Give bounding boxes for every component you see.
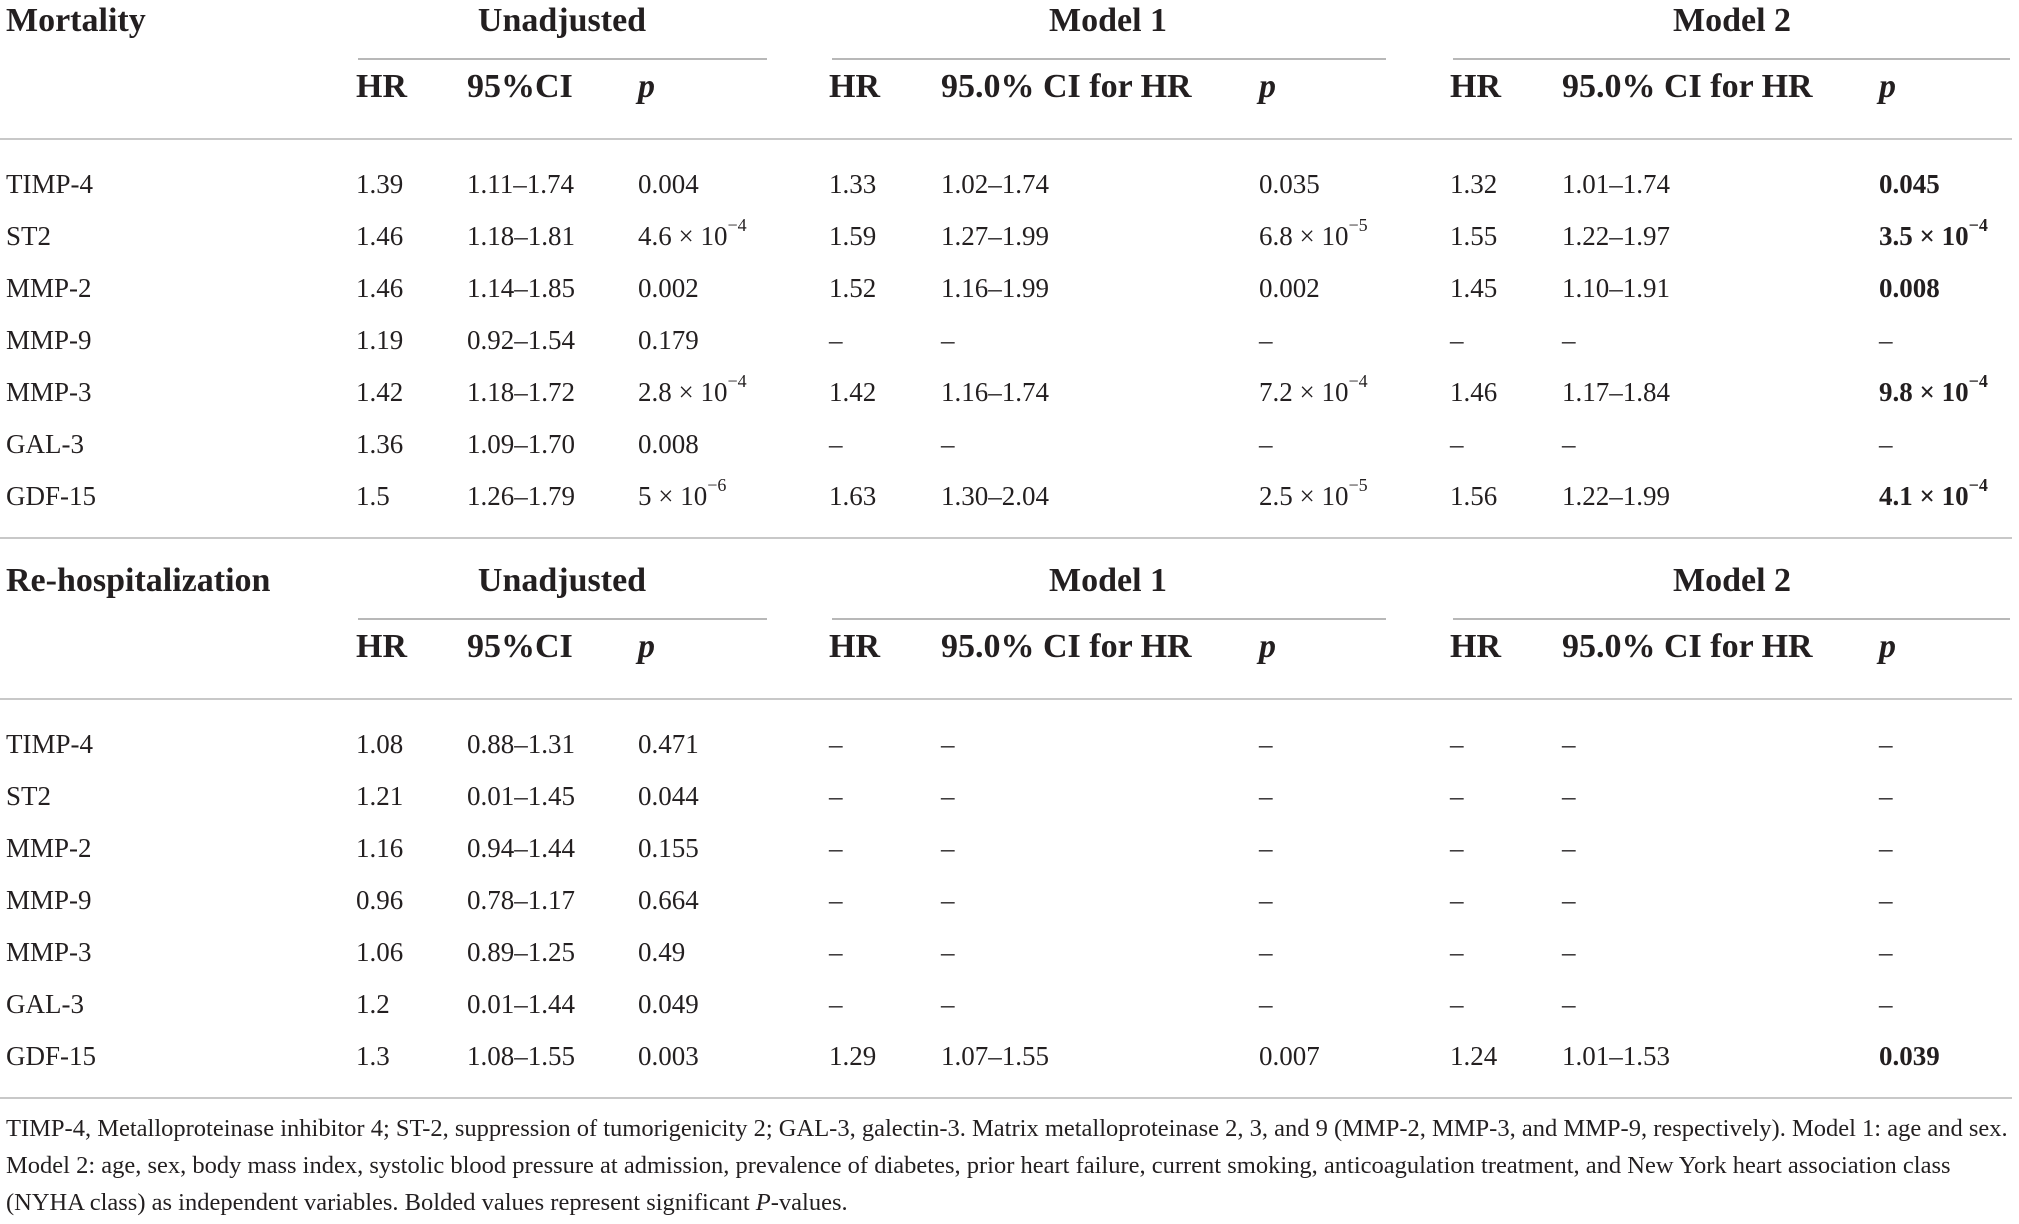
table-cell: 1.18–1.72 (467, 377, 575, 407)
table-cell: – (829, 729, 843, 759)
table-cell: – (941, 989, 955, 1019)
group-header: Model 1 (1048, 562, 1168, 599)
table-cell: 1.11–1.74 (467, 169, 574, 199)
table-cell: – (1879, 729, 1893, 759)
table-cell: 1.46 (1450, 377, 1498, 407)
group-header: Model 2 (1672, 562, 1792, 599)
table-cell: – (941, 885, 955, 915)
table-cell: 1.55 (1450, 221, 1498, 251)
table-cell: 0.045 (1879, 169, 1940, 199)
section-title: Re-hospitalization (6, 562, 271, 599)
column-header: HR (1450, 628, 1501, 665)
group-header: Unadjusted (477, 2, 647, 39)
group-rule (1453, 58, 2010, 60)
table-cell: – (829, 937, 843, 967)
table-cell: – (1259, 729, 1273, 759)
table-cell: 1.06 (356, 937, 404, 967)
table-cell: $2.8 \times 10^{-4}$ (638, 371, 747, 407)
table-cell: $5 \times 10^{-6}$ (638, 475, 727, 511)
table-cell: – (1562, 325, 1576, 355)
table-footnote: TIMP-4, Metalloproteinase inhibitor 4; ST-2, suppression of tumorigenicity 2; GAL-3, galectin-3. Matrix metalloproteinase 2, 3, and 9 (MMP-2, MMP-3, and MMP-9, respectively). Model 1: age and sex. Model 2: age, sex, body mass index, systolic blood pressure at admission, prevalence of diabetes, prior heart failure, current smoking, anticoagulation treatment, and New York heart association class (NYHA class) as independent variables. Bolded values represent significant P-values. (6, 1115, 2008, 1216)
header-rule (0, 138, 2012, 140)
table-cell: – (829, 325, 843, 355)
table-cell: – (941, 833, 955, 863)
column-header: p (638, 68, 655, 105)
column-header: HR (1450, 68, 1501, 105)
table-cell: 1.16 (356, 833, 404, 863)
table-cell: 1.10–1.91 (1562, 273, 1670, 303)
table-cell: – (829, 989, 843, 1019)
row-label: MMP-9 (6, 885, 92, 915)
table-cell: 0.002 (638, 273, 699, 303)
table-cell: 0.664 (638, 885, 699, 915)
row-label: GAL-3 (6, 989, 84, 1019)
table-cell: 1.16–1.99 (941, 273, 1049, 303)
row-label: ST2 (6, 221, 52, 251)
table-cell: – (941, 729, 955, 759)
table-cell: 0.039 (1879, 1041, 1940, 1071)
column-header: 95%CI (467, 68, 573, 105)
group-header: Model 2 (1672, 2, 1792, 39)
table-cell: 1.33 (829, 169, 877, 199)
column-header: p (1259, 68, 1276, 105)
table-cell: – (1879, 833, 1893, 863)
column-header: HR (829, 628, 880, 665)
table-cell: – (1562, 989, 1576, 1019)
table-cell: – (829, 429, 843, 459)
table-cell: 0.044 (638, 781, 699, 811)
table-cell: – (1879, 325, 1893, 355)
table-cell: – (1259, 833, 1273, 863)
table-cell: 1.22–1.97 (1562, 221, 1670, 251)
column-header: 95.0% CI for HR (941, 68, 1192, 105)
table-cell: – (1562, 729, 1576, 759)
table-cell: 0.179 (638, 325, 699, 355)
table-cell: – (1259, 429, 1273, 459)
table-cell: 0.471 (638, 729, 699, 759)
table-cell: $6.8 \times 10^{-5}$ (1259, 215, 1368, 251)
table-cell: 1.09–1.70 (467, 429, 575, 459)
row-label: MMP-9 (6, 325, 92, 355)
table-cell: 1.45 (1450, 273, 1498, 303)
table-cell: 1.21 (356, 781, 404, 811)
row-label: MMP-2 (6, 833, 92, 863)
table-cell: 1.5 (356, 481, 390, 511)
column-header: p (1879, 68, 1896, 105)
row-label: GDF-15 (6, 1041, 97, 1071)
table-cell: $4.6 \times 10^{-4}$ (638, 215, 747, 251)
row-label: MMP-3 (6, 377, 92, 407)
group-header: Model 1 (1048, 2, 1168, 39)
column-header: 95.0% CI for HR (941, 628, 1192, 665)
row-label: MMP-2 (6, 273, 92, 303)
section-rule (0, 537, 2012, 539)
table-cell: 1.17–1.84 (1562, 377, 1670, 407)
table-cell: – (1259, 989, 1273, 1019)
table-cell: – (1562, 885, 1576, 915)
table-cell: 1.01–1.53 (1562, 1041, 1670, 1071)
table-cell: – (1879, 937, 1893, 967)
group-rule (1453, 618, 2010, 620)
table-cell: 1.46 (356, 221, 404, 251)
group-header: Unadjusted (477, 562, 647, 599)
table-cell: – (1259, 325, 1273, 355)
table-cell: – (941, 429, 955, 459)
column-header: p (1259, 628, 1276, 665)
table-cell: – (1562, 937, 1576, 967)
table-cell: 1.46 (356, 273, 404, 303)
column-header: HR (356, 628, 407, 665)
table-cell: – (1562, 833, 1576, 863)
table-cell: – (1450, 885, 1464, 915)
table-cell: – (941, 325, 955, 355)
table-cell: 1.01–1.74 (1562, 169, 1670, 199)
table-cell: – (1259, 937, 1273, 967)
table-cell: 1.30–2.04 (941, 481, 1049, 511)
table-cell: 0.49 (638, 937, 686, 967)
table-cell: 1.42 (829, 377, 877, 407)
table-cell: – (1259, 885, 1273, 915)
table-cell: – (1450, 781, 1464, 811)
table-cell: 1.26–1.79 (467, 481, 575, 511)
table-cell: $4.1 \times 10^{-4}$ (1879, 475, 1988, 511)
row-label: TIMP-4 (6, 169, 93, 199)
table-cell: 1.24 (1450, 1041, 1498, 1071)
group-rule (832, 618, 1386, 620)
table-cell: 1.32 (1450, 169, 1498, 199)
table-cell: – (1450, 989, 1464, 1019)
table-cell: – (1259, 781, 1273, 811)
table-cell: 0.004 (638, 169, 699, 199)
row-label: TIMP-4 (6, 729, 93, 759)
table-cell: – (1879, 885, 1893, 915)
table-cell: – (1879, 429, 1893, 459)
table-cell: – (941, 781, 955, 811)
table-cell: 0.008 (1879, 273, 1940, 303)
table-cell: 1.56 (1450, 481, 1498, 511)
table-cell: 1.39 (356, 169, 404, 199)
row-label: ST2 (6, 781, 52, 811)
column-header: p (1879, 628, 1896, 665)
table-cell: 1.22–1.99 (1562, 481, 1670, 511)
table-cell: 0.88–1.31 (467, 729, 575, 759)
column-header: HR (829, 68, 880, 105)
table-cell: 1.29 (829, 1041, 877, 1071)
table-cell: 1.02–1.74 (941, 169, 1049, 199)
table-cell: 1.14–1.85 (467, 273, 575, 303)
table-cell: 0.96 (356, 885, 404, 915)
table-cell: – (1562, 781, 1576, 811)
row-label: GAL-3 (6, 429, 84, 459)
table-cell: $2.5 \times 10^{-5}$ (1259, 475, 1368, 511)
column-header: p (638, 628, 655, 665)
column-header: 95.0% CI for HR (1562, 628, 1813, 665)
table-cell: 0.92–1.54 (467, 325, 575, 355)
table-cell: – (1450, 937, 1464, 967)
table-cell: 1.36 (356, 429, 404, 459)
table-cell: 0.78–1.17 (467, 885, 575, 915)
section-rule (0, 1097, 2012, 1099)
table-cell: – (829, 781, 843, 811)
table-cell: – (1450, 729, 1464, 759)
table-cell: – (941, 937, 955, 967)
table-cell: 1.52 (829, 273, 877, 303)
table-cell: 1.27–1.99 (941, 221, 1049, 251)
table-cell: 1.16–1.74 (941, 377, 1049, 407)
table-cell: 1.3 (356, 1041, 390, 1071)
table-cell: 0.008 (638, 429, 699, 459)
table-cell: 1.59 (829, 221, 877, 251)
table-cell: 0.94–1.44 (467, 833, 575, 863)
column-header: 95.0% CI for HR (1562, 68, 1813, 105)
table-cell: – (1450, 833, 1464, 863)
table-cell: 1.08 (356, 729, 404, 759)
table-cell: 0.01–1.44 (467, 989, 575, 1019)
table-cell: – (1450, 325, 1464, 355)
table-cell: 0.003 (638, 1041, 699, 1071)
table-cell: 1.18–1.81 (467, 221, 575, 251)
table-cell: – (829, 885, 843, 915)
table-cell: – (1879, 781, 1893, 811)
table-cell: – (1450, 429, 1464, 459)
table-cell: 0.002 (1259, 273, 1320, 303)
group-rule (832, 58, 1386, 60)
column-header: 95%CI (467, 628, 573, 665)
table-cell: 1.2 (356, 989, 390, 1019)
table-cell: 1.42 (356, 377, 404, 407)
table-cell: 1.19 (356, 325, 404, 355)
table-cell: – (1879, 989, 1893, 1019)
table-cell: 1.63 (829, 481, 877, 511)
table-cell: 0.155 (638, 833, 699, 863)
table-cell: – (829, 833, 843, 863)
group-rule (358, 618, 767, 620)
table-cell: $9.8 \times 10^{-4}$ (1879, 371, 1988, 407)
table-cell: – (1562, 429, 1576, 459)
table-cell: 0.007 (1259, 1041, 1320, 1071)
column-header: HR (356, 68, 407, 105)
table-cell: 0.035 (1259, 169, 1320, 199)
table-cell: 0.89–1.25 (467, 937, 575, 967)
table-cell: 1.07–1.55 (941, 1041, 1049, 1071)
table-cell: 0.01–1.45 (467, 781, 575, 811)
header-rule (0, 698, 2012, 700)
row-label: MMP-3 (6, 937, 92, 967)
row-label: GDF-15 (6, 481, 97, 511)
table-cell: $7.2 \times 10^{-4}$ (1259, 371, 1368, 407)
group-rule (358, 58, 767, 60)
table-cell: $3.5 \times 10^{-4}$ (1879, 215, 1988, 251)
table-cell: 1.08–1.55 (467, 1041, 575, 1071)
table-cell: 0.049 (638, 989, 699, 1019)
section-title: Mortality (6, 2, 146, 39)
